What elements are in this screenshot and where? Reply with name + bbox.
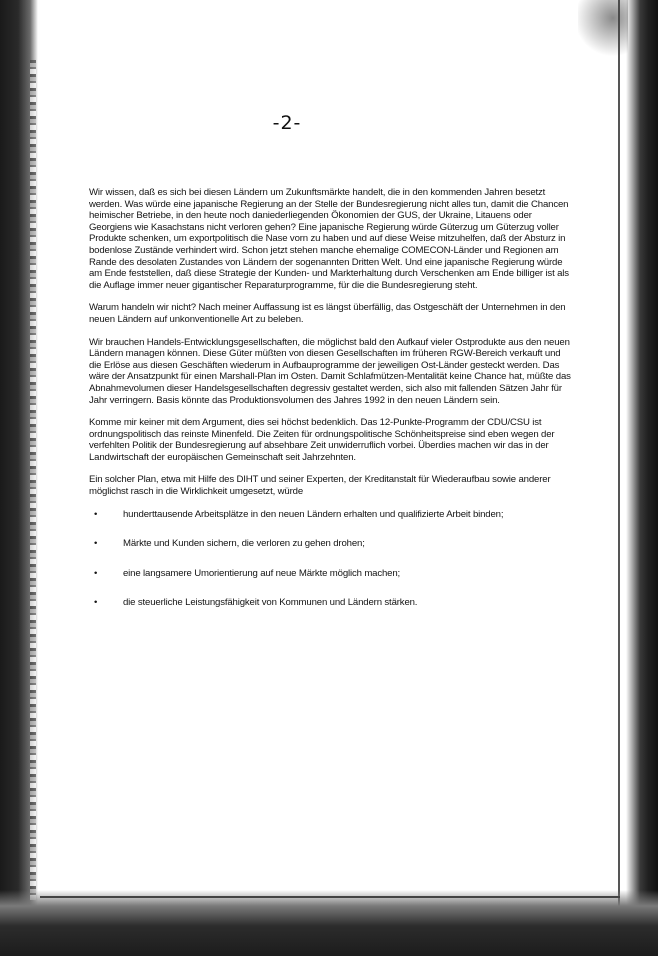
bullet-list [89,509,571,609]
paragraph-argument: Komme mir keiner mit dem Argument, dies sei höchst bedenklich. Das 12-Punkte-Programm der CDU/CSU ist ordnungspolitisch das reinste Minenfeld. Die Zeiten für ordnungspolitische Schönheitspreise sind eben wegen der verfehlten Politik der Bundesregierung auf absehbare Zeit unwiderruflich vorbei. Überdies machen wir das in der Landwirtschaft der europäischen Gemeinschaft seit Jahrzehnten. [89,417,555,463]
bullet-text: Märkte und Kunden sichern, die verloren zu gehen drohen; [123,538,365,550]
list-item [89,597,571,609]
scan-edge-right-line [618,0,620,956]
document-body [89,187,571,627]
list-item [89,568,571,580]
paragraph-handelsgesellschaften: Wir brauchen Handels-Entwicklungsgesellschaften, die möglichst bald den Aufkauf vieler Ostprodukte aus den neuen Ländern managen können. Diese Güter müßten von diesen Gesellschaften im früheren RGW-Bereich verkauft und die Erlöse aus diesen Geschäften wiederum in Aufbauprogramme der jeweiligen Ost-Länder gesteckt werden. Das wäre der Ansatzpunkt für einen Marshall-Plan im Osten. Damit Schlafmützen-Mentalität keine Chance hat, müßte das Abnahmevolumen dieser Handelsgesellschaften degressiv gestaltet werden, sich also mit fallenden Sätzen Jahr für Jahr verringern. Basis könnte das Produktionsvolumen des Jahres 1992 in den neuen Ländern sein. [89,336,571,406]
bullet-icon: • [94,597,98,609]
bullet-icon: • [94,567,98,579]
scan-edge-bottom-line [40,896,620,898]
paragraph-warum-handeln: Warum handeln wir nicht? Nach meiner Auffassung ist es längst überfällig, das Ostgeschäft der Unternehmen in den neuen Ländern auf unkonventionelle Art zu beleben. [89,302,566,325]
scan-corner-noise [578,0,628,60]
paragraph-zukunftsmaerkte: Wir wissen, daß es sich bei diesen Ländern um Zukunftsmärkte handelt, die in den kommenden Jahren besetzt werden. Was würde eine japanische Regierung an der Stelle der Bundesregierung nicht alles tun, damit die Chancen heimischer Betriebe, in den heute noch daniederliegenden Ökonomien der GUS, der Ukraine, Litauens oder Georgiens wie Kasachstans nicht verloren gehen? Eine japanische Regierung würde Güterzug um Güterzug voller Produkte schenken, um exportpolitisch die Nase vorn zu haben und auf diese Weise mitzuhelfen, daß der Absturz in bodenlose Zustände verhindert wird. Schon jetzt stehen manche ehemalige COMECON-Länder und Regionen am Rande des desolaten Zustandes von Ländern der sogenannten Dritten Welt. Und eine japanische Regierung würde am Ende feststellen, daß diese Strategie der Kunden- und Markterhaltung durch Verschenken am Ende billiger ist als die Auflage immer neuer gigantischer Reparaturprogramme, für die die Bundesregierung steht. [89,187,569,291]
bullet-icon: • [94,508,98,520]
list-item [89,509,571,521]
paragraph-plan: Ein solcher Plan, etwa mit Hilfe des DIHT und seiner Experten, der Kreditanstalt für Wiederaufbau sowie anderer möglichst rasch in die Wirklichkeit umgesetzt, würde [89,474,551,498]
bullet-text: die steuerliche Leistungsfähigkeit von Kommunen und Ländern stärken. [123,597,418,609]
scan-edge-bottom [0,890,658,956]
bullet-text: eine langsamere Umorientierung auf neue Märkte möglich machen; [123,567,401,579]
page-number: -2- [272,112,302,134]
scan-edge-right [626,0,658,956]
list-item [89,538,571,550]
bullet-text: hunderttausende Arbeitsplätze in den neuen Ländern erhalten und qualifizierte Arbeit binden; [123,508,504,520]
bullet-icon: • [94,538,98,550]
scan-edge-left-texture [30,60,36,900]
